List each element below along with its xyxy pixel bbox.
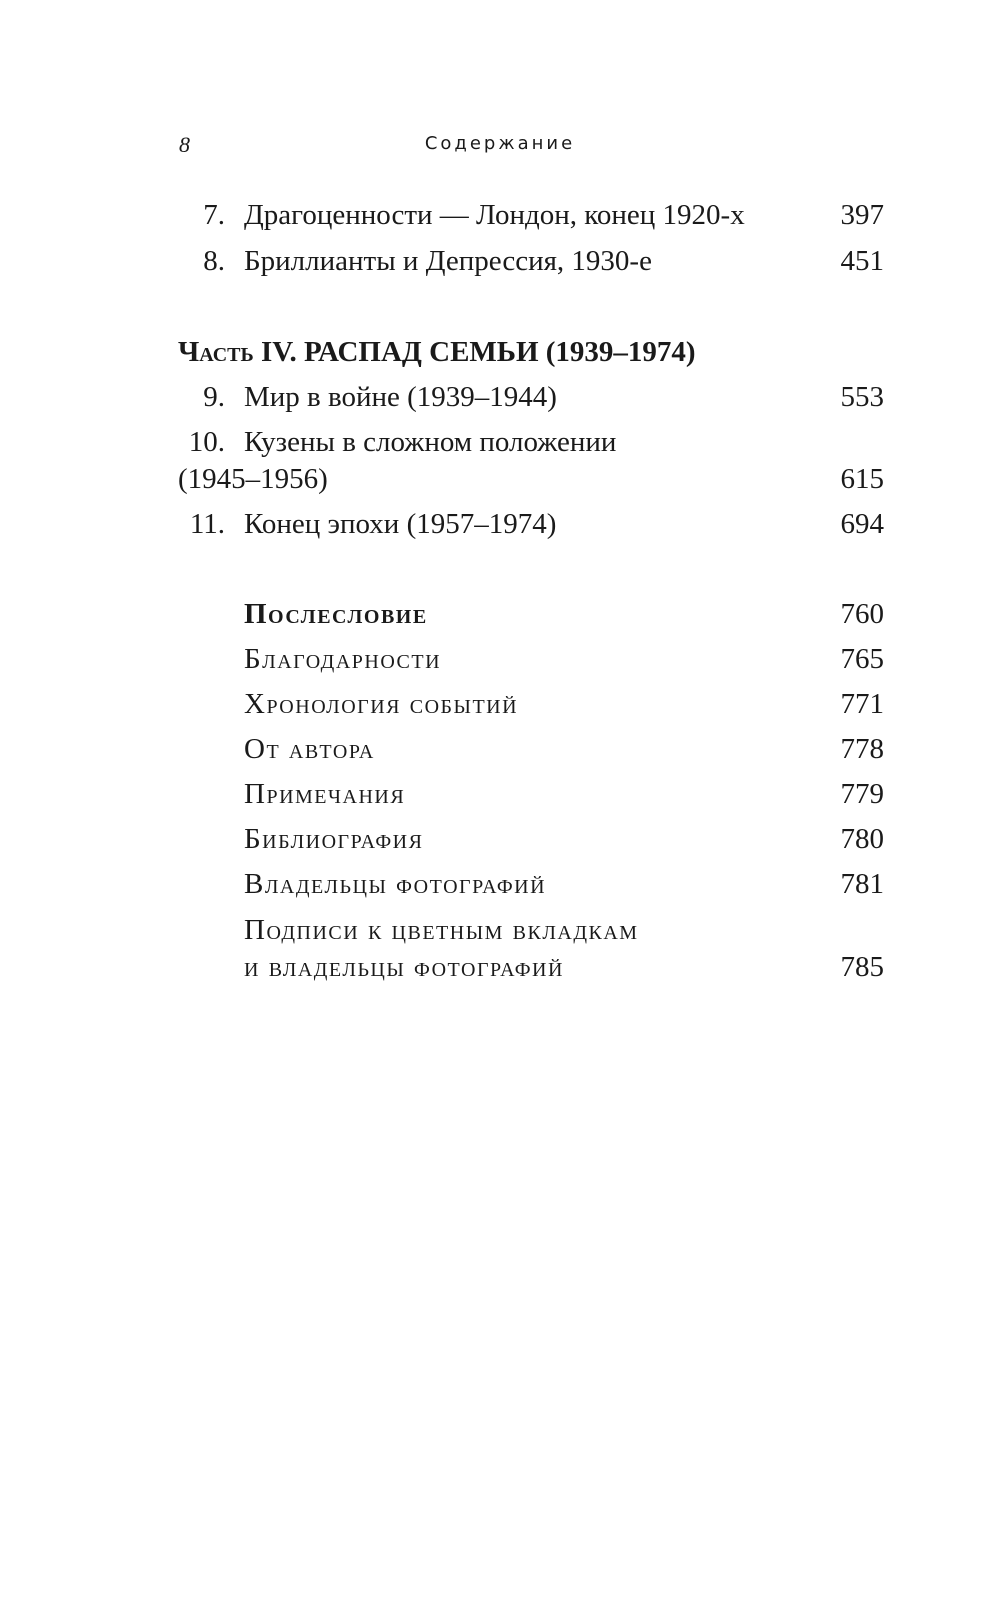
page-number: 8 xyxy=(179,132,190,157)
running-title: Содержание xyxy=(424,133,576,154)
chapter-title: Бриллианты и Депрессия, 1930-е xyxy=(244,245,652,277)
page-ref: 760 xyxy=(840,598,884,630)
back-matter-title: От автора xyxy=(244,733,375,765)
back-matter-title: Библиография xyxy=(244,823,424,855)
back-matter-title: Примечания xyxy=(244,778,406,810)
page-ref: 694 xyxy=(840,508,884,540)
chapter-title: Кузены в сложном положении xyxy=(244,426,617,458)
back-matter-title: Подписи к цветным вкладкам xyxy=(244,914,639,946)
page-ref: 779 xyxy=(840,778,884,810)
back-matter-title-continued: и владельцы фотографий xyxy=(244,951,564,983)
back-matter-title: Послесловие xyxy=(244,598,428,630)
part-title: IV. РАСПАД СЕМЬИ (1939–1974) xyxy=(253,336,696,368)
page-ref: 778 xyxy=(840,733,884,765)
back-matter-title: Владельцы фотографий xyxy=(244,868,547,900)
page-ref: 397 xyxy=(840,199,884,231)
page-ref: 553 xyxy=(840,381,884,413)
part-heading[interactable] xyxy=(178,333,696,371)
chapter-number: 10. xyxy=(188,426,225,458)
chapter-number: 11. xyxy=(189,508,225,540)
chapter-number: 7. xyxy=(203,199,225,231)
chapter-title: Драгоценности — Лондон, конец 1920-х xyxy=(244,199,745,231)
page-ref: 781 xyxy=(840,868,884,900)
page-ref: 780 xyxy=(840,823,884,855)
back-matter-title: Благодарности xyxy=(244,643,442,675)
page-ref: 615 xyxy=(840,463,884,495)
chapter-title-continued: (1945–1956) xyxy=(178,463,328,495)
part-prefix: Часть xyxy=(178,336,254,368)
page-ref: 765 xyxy=(840,643,884,675)
back-matter-title: Хронология событий xyxy=(244,688,519,720)
chapter-title: Мир в войне (1939–1944) xyxy=(244,381,557,413)
page-ref: 771 xyxy=(840,688,884,720)
page-ref: 785 xyxy=(840,951,884,983)
chapter-title: Конец эпохи (1957–1974) xyxy=(244,508,557,540)
chapter-number: 9. xyxy=(203,381,225,413)
chapter-number: 8. xyxy=(203,245,225,277)
page-ref: 451 xyxy=(840,245,884,277)
